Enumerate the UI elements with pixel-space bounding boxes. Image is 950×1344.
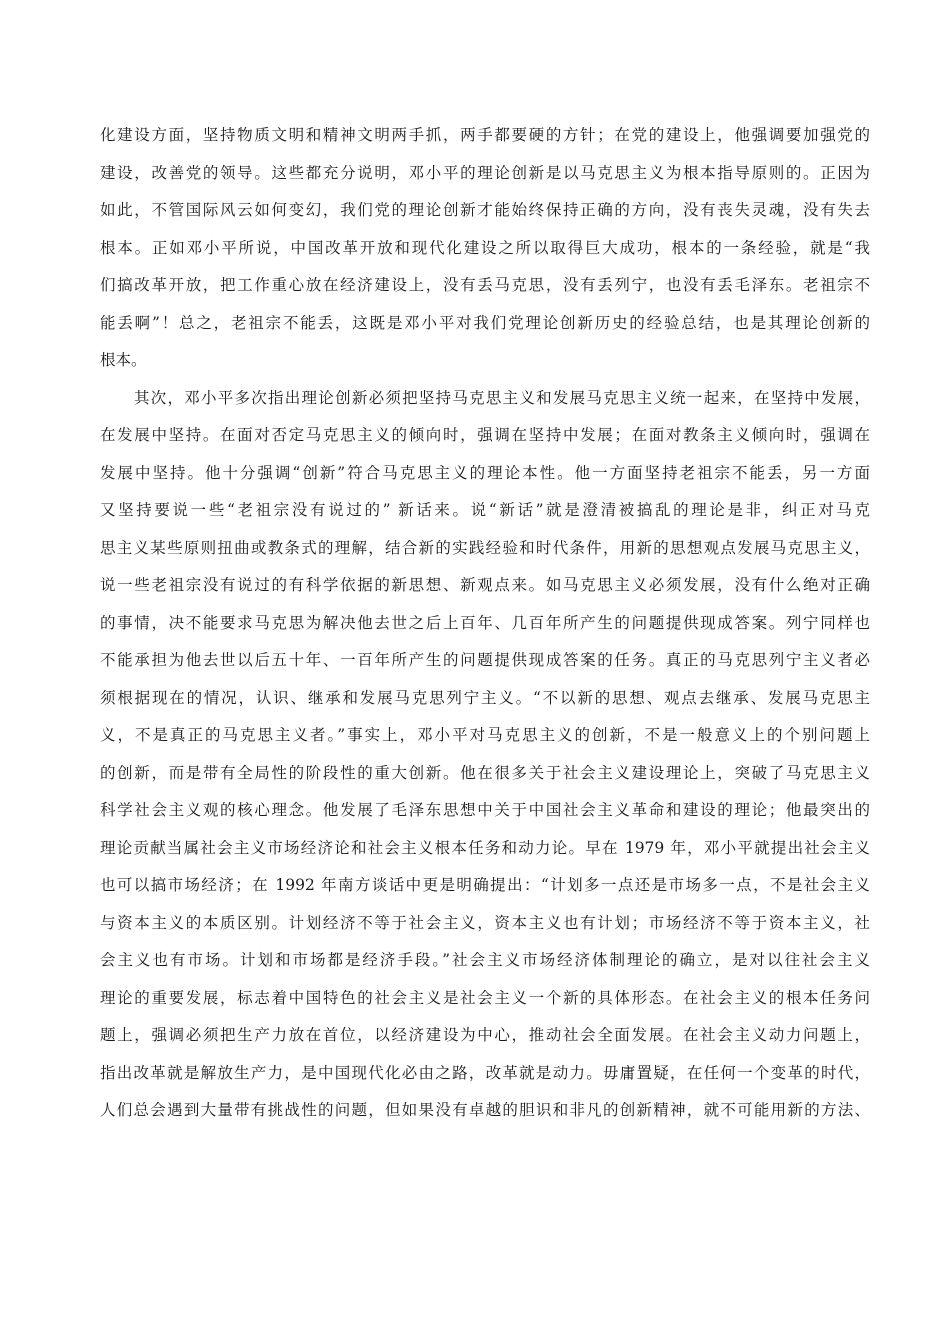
text-line: 能丢啊”！总之，老祖宗不能丢，这既是邓小平对我们党理论创新历史的经验总结，也是其理论创新的 <box>100 313 870 332</box>
text-line: 如此，不管国际风云如何变幻，我们党的理论创新才能始终保持正确的方向，没有丧失灵魂，没有失去 <box>100 201 870 219</box>
text-line: 的创新，而是带有全局性的阶段性的重大创新。他在很多关于社会主义建设理论上，突破了马克思主义 <box>100 763 870 782</box>
text-line: 人们总会遇到大量带有挑战性的问题，但如果没有卓越的胆识和非凡的创新精神，就不可能用新的方法、 <box>100 1101 870 1119</box>
paragraph <box>100 380 870 1130</box>
text-line: 根本。 <box>100 351 147 369</box>
text-line: 也可以搞市场经济；在 1992 年南方谈话中更是明确提出：“计划多一点还是市场多一点，不是社会主义 <box>100 876 870 894</box>
text-line: 理论贡献当属社会主义市场经济论和社会主义根本任务和动力论。早在 1979 年，邓小平就提出社会主义 <box>100 838 870 857</box>
text-line: 义，不是真正的马克思主义者。”事实上，邓小平对马克思主义的创新，不是一般意义上的个别问题上 <box>100 726 870 744</box>
text-line: 发展中坚持。他十分强调“创新”符合马克思主义的理论本性。他一方面坚持老祖宗不能丢，另一方面 <box>100 463 870 482</box>
text-line: 说一些老祖宗没有说过的有科学依据的新思想、新观点来。如马克思主义必须发展，没有什么绝对正确 <box>100 576 870 594</box>
text-line: 不能承担为他去世以后五十年、一百年所产生的问题提供现成答案的任务。真正的马克思列宁主义者必 <box>100 651 870 669</box>
text-line: 理论的重要发展，标志着中国特色的社会主义是社会主义一个新的具体形态。在社会主义的根本任务问 <box>100 988 870 1007</box>
text-line: 题上，强调必须把生产力放在首位，以经济建设为中心，推动社会全面发展。在社会主义动力问题上， <box>100 1026 870 1044</box>
text-line: 化建设方面，坚持物质文明和精神文明两手抓，两手都要硬的方针；在党的建设上，他强调要加强党的 <box>100 126 870 144</box>
text-line: 与资本主义的本质区别。计划经济不等于社会主义，资本主义也有计划；市场经济不等于资本主义，社 <box>100 913 870 932</box>
paragraph <box>100 117 870 380</box>
document-body <box>100 117 870 1130</box>
text-line: 在发展中坚持。在面对否定马克思主义的倾向时，强调在坚持中发展；在面对教条主义倾向时，强调在 <box>100 426 870 444</box>
text-line: 的事情，决不能要求马克思为解决他去世之后上百年、几百年所产生的问题提供现成答案。列宁同样也 <box>100 613 870 632</box>
text-line: 根本。正如邓小平所说，中国改革开放和现代化建设之所以取得巨大成功，根本的一条经验，就是“我 <box>100 238 870 257</box>
text-line: 们搞改革开放，把工作重心放在经济建设上，没有丢马克思，没有丢列宁，也没有丢毛泽东。老祖宗不 <box>100 276 870 294</box>
text-line: 科学社会主义观的核心理念。他发展了毛泽东思想中关于中国社会主义革命和建设的理论；他最突出的 <box>100 801 870 819</box>
text-line: 会主义也有市场。计划和市场都是经济手段。”社会主义市场经济体制理论的确立，是对以往社会主义 <box>100 951 870 969</box>
text-line: 建设，改善党的领导。这些都充分说明，邓小平的理论创新是以马克思主义为根本指导原则的。正因为 <box>100 163 870 182</box>
text-line: 又坚持要说一些“老祖宗没有说过的” 新话来。说“新话”就是澄清被搞乱的理论是非，纠正对马克 <box>100 501 870 519</box>
text-line: 指出改革就是解放生产力，是中国现代化必由之路，改革就是动力。毋庸置疑，在任何一个变革的时代， <box>100 1063 870 1082</box>
text-line: 思主义某些原则扭曲或教条式的理解，结合新的实践经验和时代条件，用新的思想观点发展马克思主义， <box>100 538 870 557</box>
text-line: 须根据现在的情况，认识、继承和发展马克思列宁主义。“不以新的思想、观点去继承、发展马克思主 <box>100 688 870 707</box>
text-line: 其次，邓小平多次指出理论创新必须把坚持马克思主义和发展马克思主义统一起来，在坚持中发展， <box>134 388 870 407</box>
